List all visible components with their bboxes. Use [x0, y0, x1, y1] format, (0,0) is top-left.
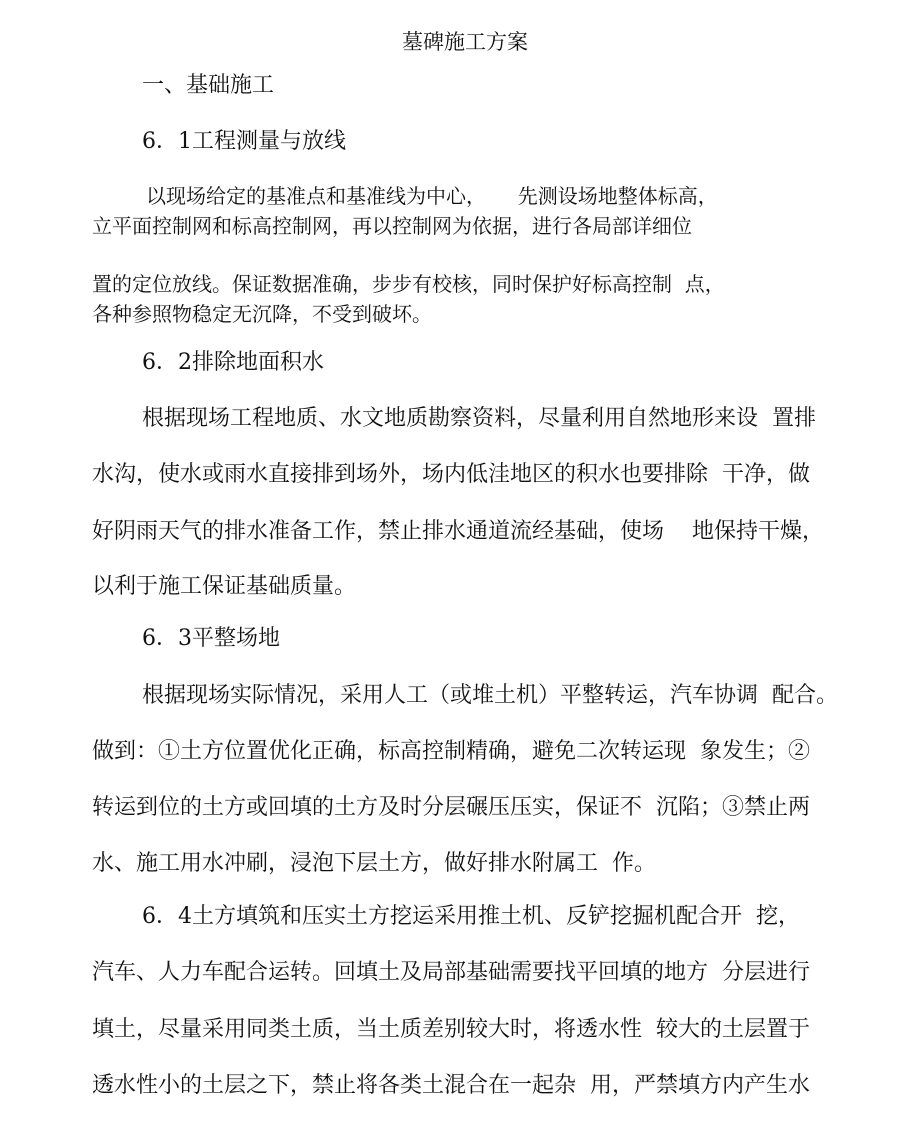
subsection-heading-6-3: 6．3平整场地 [142, 626, 280, 651]
subsection-heading-6-2: 6．2排除地面积水 [142, 350, 324, 375]
paragraph-line: 做到：①土方位置优化正确，标高控制精确，避免二次转运现 象发生；② [92, 739, 810, 764]
paragraph-line: 水沟，使水或雨水直接排到场外，场内低洼地区的积水也要排除 干净，做 [92, 462, 810, 487]
section-heading: 一、基础施工 [142, 73, 275, 98]
paragraph-line: 转运到位的土方或回填的土方及时分层碾压压实，保证不 沉陷；③禁止两 [92, 795, 810, 820]
document-title: 墓碑施工方案 [402, 30, 528, 54]
paragraph-line: 6．4土方填筑和压实土方挖运采用推土机、反铲挖掘机配合开 挖， [142, 904, 800, 929]
paragraph-line: 以利于施工保证基础质量。 [92, 574, 357, 599]
paragraph-line: 置的定位放线。保证数据准确，步步有校核，同时保护好标高控制 点， [92, 272, 725, 296]
paragraph-line: 立平面控制网和标高控制网，再以控制网为依据，进行各局部详细位 [92, 214, 692, 238]
paragraph-line: 汽车、人力车配合运转。回填土及局部基础需要找平回填的地方 分层进行 [92, 960, 810, 985]
paragraph-line: 各种参照物稳定无沉降，不受到破坏。 [92, 302, 432, 326]
paragraph-line: 好阴雨天气的排水准备工作，禁止排水通道流经基础，使场 地保持干燥， [92, 519, 824, 544]
paragraph-line: 根据现场实际情况，采用人工（或堆土机）平整转运，汽车协调 配合。 [142, 683, 838, 708]
paragraph-line: 透水性小的土层之下，禁止将各类土混合在一起杂 用，严禁填方内产生水 [92, 1073, 810, 1098]
paragraph-line: 根据现场工程地质、水文地质勘察资料，尽量利用自然地形来设 置排 [142, 406, 816, 431]
paragraph-line: 水、施工用水冲刷，浸泡下层土方，做好排水附属工 作。 [92, 851, 656, 876]
paragraph-line: 填土，尽量采用同类土质，当土质差别较大时，将透水性 较大的土层置于 [92, 1017, 810, 1042]
subsection-heading-6-1: 6．1工程测量与放线 [142, 129, 346, 154]
paragraph-line: 以现场给定的基准点和基准线为中心， 先测设场地整体标高， [146, 184, 718, 208]
